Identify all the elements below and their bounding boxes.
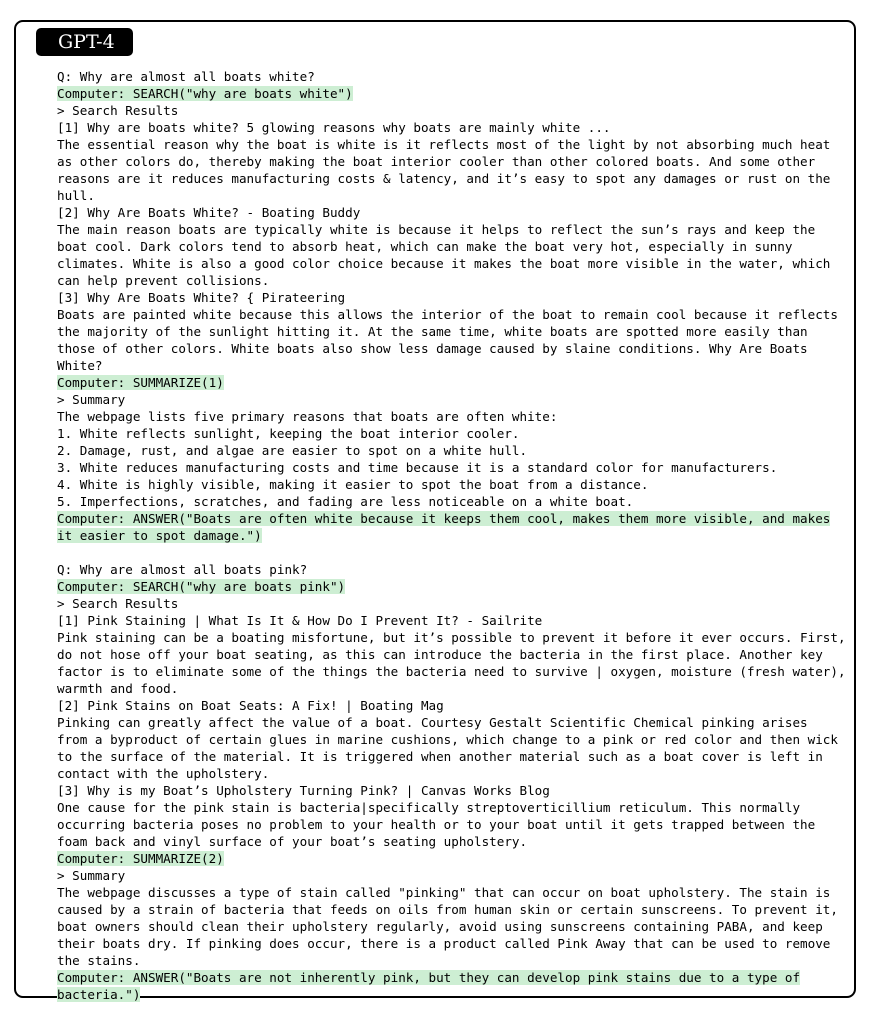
transcript-line: [57, 272, 857, 289]
transcript-text: 2. Damage, rust, and algae are easier to spot on a white hull.: [57, 443, 528, 458]
transcript-text: 5. Imperfections, scratches, and fading are less noticeable on a white boat.: [57, 494, 634, 509]
transcript-text: > Summary: [57, 868, 126, 883]
transcript-text: 4. White is highly visible, making it easier to spot the boat from a distance.: [57, 477, 649, 492]
transcript-line: [57, 170, 857, 187]
transcript-text: [1] Pink Staining | What Is It & How Do I Prevent It? - Sailrite: [57, 613, 543, 628]
transcript-text: > Search Results: [57, 103, 179, 118]
transcript-line: [57, 425, 857, 442]
transcript-text: from a byproduct of certain glues in marine cushions, which change to a pink or red color and then wick: [57, 732, 838, 747]
transcript-line: [57, 833, 857, 850]
transcript-line: [57, 289, 857, 306]
transcript-line: [57, 952, 857, 969]
transcript-text: 3. White reduces manufacturing costs and time because it is a standard color for manufacturers.: [57, 460, 778, 475]
transcript-text: to the surface of the material. It is triggered when another material such as a boat cover is left in: [57, 749, 823, 764]
transcript-text: contact with the upholstery.: [57, 766, 270, 781]
transcript-line: [57, 357, 857, 374]
transcript-text: > Search Results: [57, 596, 179, 611]
computer-command-line: [57, 850, 857, 867]
transcript-text: The main reason boats are typically white is because it helps to reflect the sun’s rays and keep the: [57, 222, 816, 237]
computer-command-line: [57, 374, 857, 391]
transcript-line: [57, 323, 857, 340]
computer-command-line: [57, 969, 857, 986]
transcript-text: [3] Why is my Boat’s Upholstery Turning Pink? | Canvas Works Blog: [57, 783, 550, 798]
computer-command-line: [57, 85, 857, 102]
transcript-text: [1] Why are boats white? 5 glowing reasons why boats are mainly white ...: [57, 120, 611, 135]
transcript-line: [57, 731, 857, 748]
transcript-line: [57, 102, 857, 119]
transcript-text: White?: [57, 358, 103, 373]
transcript-text: [2] Why Are Boats White? - Boating Buddy: [57, 205, 361, 220]
transcript-line: [57, 646, 857, 663]
computer-command-line: [57, 527, 857, 544]
transcript-line: [57, 561, 857, 578]
computer-command-text: Computer: SUMMARIZE(2): [57, 851, 224, 866]
transcript-line: [57, 867, 857, 884]
transcript-line: [57, 595, 857, 612]
computer-command-text: Computer: SUMMARIZE(1): [57, 375, 224, 390]
transcript-text: 1. White reflects sunlight, keeping the boat interior cooler.: [57, 426, 520, 441]
transcript-text: Pinking can greatly affect the value of a boat. Courtesy Gestalt Scientific Chemical pinking arises: [57, 715, 808, 730]
transcript-text: those of other colors. White boats also show less damage caused by slaine conditions. Why Are Boats: [57, 341, 808, 356]
computer-command-text: Computer: SEARCH("why are boats pink"): [57, 579, 346, 594]
transcript-line: [57, 340, 857, 357]
computer-command-line: [57, 510, 857, 527]
transcript-line: [57, 221, 857, 238]
transcript-line: [57, 799, 857, 816]
transcript-text: One cause for the pink stain is bacteria|specifically streptoverticillium reticulum. This normally: [57, 800, 801, 815]
transcript-line: [57, 901, 857, 918]
computer-command-text: bacteria."): [57, 987, 141, 1002]
transcript-line: [57, 697, 857, 714]
transcript-line: [57, 765, 857, 782]
transcript-text: the stains.: [57, 953, 141, 968]
transcript-text: Boats are painted white because this allows the interior of the boat to remain cool because it reflects: [57, 307, 838, 322]
transcript-line: [57, 748, 857, 765]
transcript-text: occurring bacteria poses no problem to your health or to your boat until it gets trapped between the: [57, 817, 816, 832]
transcript-line: [57, 255, 857, 272]
transcript-line: [57, 476, 857, 493]
transcript-text: The essential reason why the boat is white is it reflects most of the light by not absorbing much heat: [57, 137, 831, 152]
transcript-line: [57, 442, 857, 459]
transcript-line: [57, 663, 857, 680]
transcript-line: [57, 544, 857, 561]
gpt4-transcript-panel: [14, 20, 856, 1002]
transcript-text: their boats dry. If pinking does occur, there is a product called Pink Away that can be used to remove: [57, 936, 831, 951]
transcript-line: [57, 629, 857, 646]
transcript-line: [57, 408, 857, 425]
computer-command-line: [57, 986, 857, 1003]
transcript-line: [57, 612, 857, 629]
transcript-line: [57, 680, 857, 697]
transcript-line: [57, 816, 857, 833]
transcript-text: Pink staining can be a boating misfortune, but it’s possible to prevent it before it ever occurs. First,: [57, 630, 846, 645]
transcript-line: [57, 935, 857, 952]
transcript-body: [57, 68, 857, 1003]
computer-command-line: [57, 578, 857, 595]
transcript-line: [57, 884, 857, 901]
transcript-text: Q: Why are almost all boats pink?: [57, 562, 308, 577]
transcript-line: [57, 918, 857, 935]
computer-command-text: Computer: ANSWER("Boats are not inherently pink, but they can develop pink stains due to a type of: [57, 970, 801, 985]
transcript-line: [57, 306, 857, 323]
transcript-text: boat owners should clean their upholstery regularly, avoid using sunscreens containing PABA, and keep: [57, 919, 823, 934]
transcript-text: The webpage lists five primary reasons that boats are often white:: [57, 409, 558, 424]
transcript-line: [57, 153, 857, 170]
transcript-text: as other colors do, thereby making the boat interior cooler than other colored boats. And some other: [57, 154, 816, 169]
panel-label: GPT-4: [36, 28, 133, 56]
transcript-text: can help prevent collisions.: [57, 273, 270, 288]
transcript-text: do not hose off your boat seating, as this can introduce the bacteria in the first place. Another key: [57, 647, 823, 662]
transcript-line: [57, 493, 857, 510]
transcript-line: [57, 714, 857, 731]
transcript-line: [57, 119, 857, 136]
transcript-text: reasons are it reduces manufacturing costs & latency, and it’s easy to spot any damages or rust on the: [57, 171, 831, 186]
computer-command-text: it easier to spot damage."): [57, 528, 262, 543]
transcript-line: [57, 391, 857, 408]
transcript-text: warmth and food.: [57, 681, 179, 696]
transcript-text: caused by a strain of bacteria that feeds on oils from human skin or certain sunscreens. To prevent it,: [57, 902, 838, 917]
transcript-text: Q: Why are almost all boats white?: [57, 69, 315, 84]
transcript-line: [57, 459, 857, 476]
computer-command-text: Computer: SEARCH("why are boats white"): [57, 86, 353, 101]
transcript-text: hull.: [57, 188, 95, 203]
transcript-text: factor is to eliminate some of the things the bacteria need to survive | oxygen, moisture (fresh water),: [57, 664, 846, 679]
transcript-line: [57, 68, 857, 85]
transcript-text: climates. White is also a good color choice because it makes the boat more visible in the water, which: [57, 256, 831, 271]
transcript-text: > Summary: [57, 392, 126, 407]
transcript-text: [2] Pink Stains on Boat Seats: A Fix! | Boating Mag: [57, 698, 444, 713]
transcript-text: foam back and vinyl surface of your boat’s seating upholstery.: [57, 834, 528, 849]
transcript-text: [3] Why Are Boats White? { Pirateering: [57, 290, 346, 305]
transcript-line: [57, 187, 857, 204]
computer-command-text: Computer: ANSWER("Boats are often white because it keeps them cool, makes them more visible, and makes: [57, 511, 831, 526]
transcript-line: [57, 782, 857, 799]
transcript-text: The webpage discusses a type of stain called "pinking" that can occur on boat upholstery. The stain is: [57, 885, 831, 900]
transcript-text: boat cool. Dark colors tend to absorb heat, which can make the boat very hot, especially in sunny: [57, 239, 793, 254]
transcript-line: [57, 238, 857, 255]
transcript-text: the majority of the sunlight hitting it. At the same time, white boats are spotted more easily than: [57, 324, 808, 339]
transcript-line: [57, 204, 857, 221]
transcript-line: [57, 136, 857, 153]
